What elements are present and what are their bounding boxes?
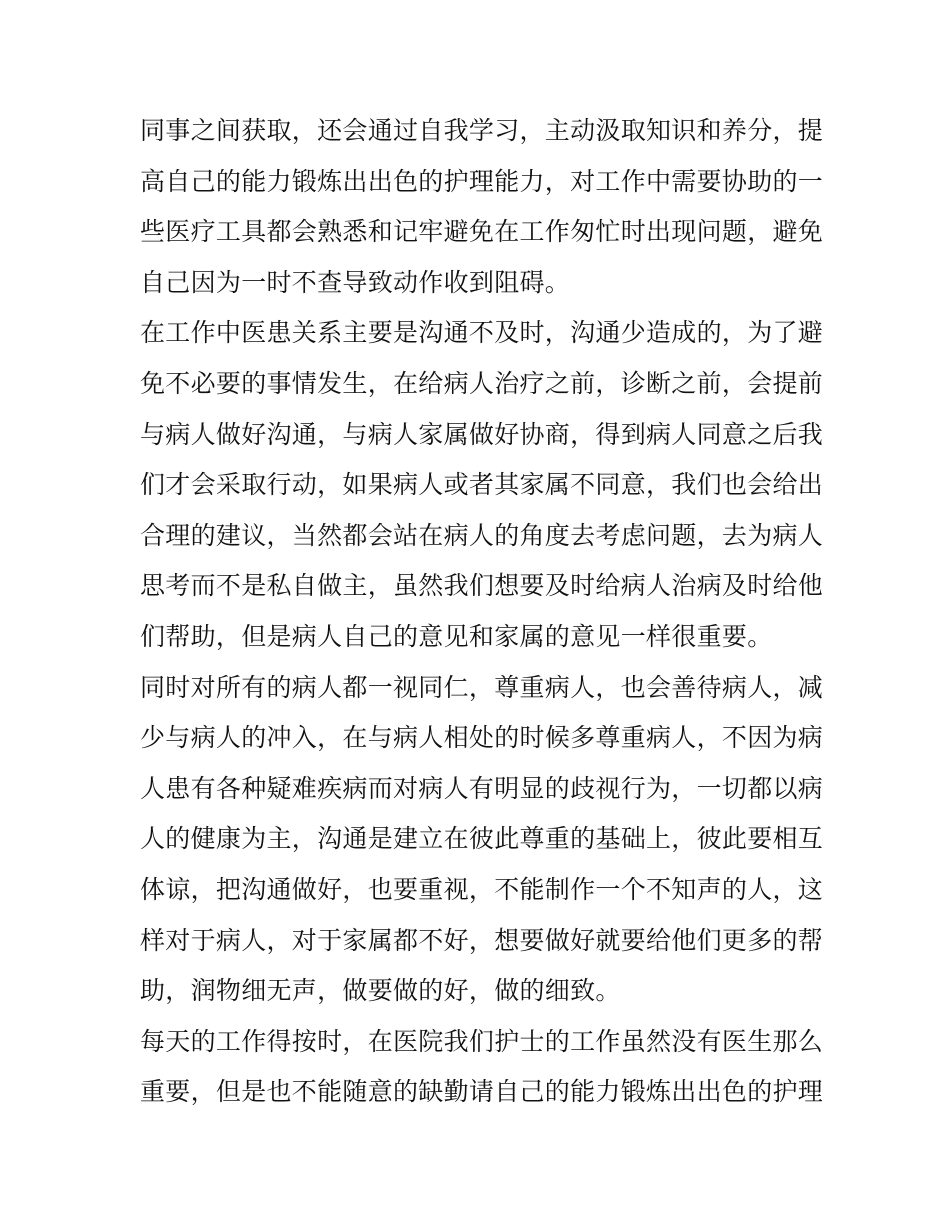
text-line: 同事之间获取，还会通过自我学习，主动汲取知识和养分，提 xyxy=(140,116,824,145)
document-body xyxy=(140,106,824,1118)
paragraph-4 xyxy=(140,1017,824,1118)
text-line: 合理的建议，当然都会站在病人的角度去考虑问题，去为病人 xyxy=(140,520,824,550)
paragraph-2 xyxy=(140,308,824,662)
text-line: 自己因为一时不查导致动作收到阻碍。 xyxy=(140,267,571,297)
paragraph-3 xyxy=(140,663,824,1017)
text-line: 们才会采取行动，如果病人或者其家属不同意，我们也会给出 xyxy=(140,470,824,500)
text-line: 同时对所有的病人都一视同仁，尊重病人，也会善待病人，减 xyxy=(140,672,824,702)
text-line: 在工作中医患关系主要是沟通不及时，沟通少造成的，为了避 xyxy=(140,318,824,348)
text-line: 体谅，把沟通做好，也要重视，不能制作一个不知声的人，这 xyxy=(140,874,824,904)
text-line: 们帮助，但是病人自己的意见和家属的意见一样很重要。 xyxy=(140,621,773,651)
text-line: 思考而不是私自做主，虽然我们想要及时给病人治病及时给他 xyxy=(140,571,824,601)
text-line: 些医疗工具都会熟悉和记牢避免在工作匆忙时出现问题，避免 xyxy=(140,217,824,247)
text-line: 人患有各种疑难疾病而对病人有明显的歧视行为，一切都以病 xyxy=(140,773,824,803)
text-line: 人的健康为主，沟通是建立在彼此尊重的基础上，彼此要相互 xyxy=(140,824,824,854)
text-line: 少与病人的冲入，在与病人相处的时候多尊重病人，不因为病 xyxy=(140,723,824,753)
text-line: 与病人做好沟通，与病人家属做好协商，得到病人同意之后我 xyxy=(140,419,824,449)
text-line: 每天的工作得按时，在医院我们护士的工作虽然没有医生那么 xyxy=(140,1026,824,1056)
text-line: 高自己的能力锻炼出出色的护理能力，对工作中需要协助的一 xyxy=(140,166,824,196)
text-line: 助，润物细无声，做要做的好，做的细致。 xyxy=(140,976,621,1006)
text-line: 重要，但是也不能随意的缺勤请自己的能力锻炼出出色的护理 xyxy=(140,1077,824,1107)
text-line: 免不必要的事情发生，在给病人治疗之前，诊断之前，会提前 xyxy=(140,368,824,398)
text-line: 样对于病人，对于家属都不好，想要做好就要给他们更多的帮 xyxy=(140,925,824,955)
paragraph-1 xyxy=(140,106,824,308)
